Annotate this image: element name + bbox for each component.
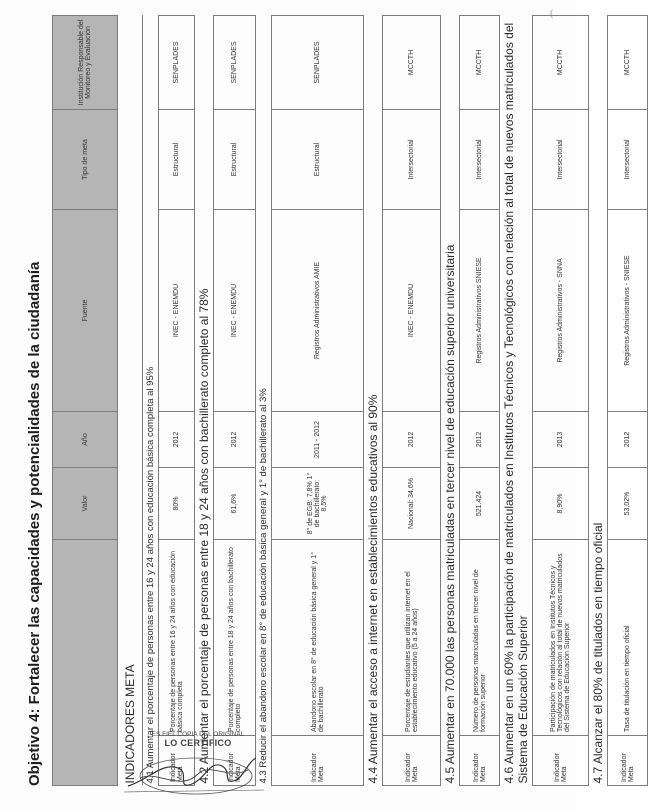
header-valor: Valor (53, 468, 118, 540)
row-institucion: MCCTH (460, 16, 500, 110)
row-anio: 2012 (608, 412, 648, 468)
row-institucion: MCCTH (533, 16, 589, 110)
row-tipo: Intersectorial (460, 110, 500, 210)
section-row (589, 16, 608, 786)
row-tipo: Intersectorial (383, 110, 441, 210)
row-fuente: Registros Administrativos - SNIESE (608, 210, 648, 412)
row-description: Porcentaje de estudiantes que utilizan internet en el establecimiento educativo (5 a 24 años) (383, 540, 441, 736)
row-valor: 61,6% (214, 468, 256, 540)
indicators-table (52, 15, 648, 786)
table-row (383, 16, 441, 786)
row-tipo: Estructural (272, 110, 364, 210)
row-valor: Nacional: 34,6% (383, 468, 441, 540)
table-row (460, 16, 500, 786)
section-row (441, 16, 460, 786)
row-valor: 8,90% (533, 468, 589, 540)
table-row (272, 16, 364, 786)
row-description: Porcentaje de personas entre 16 y 24 años con educación básica completa (159, 540, 195, 736)
table-row (214, 16, 256, 786)
row-anio: 2012 (460, 412, 500, 468)
row-institucion: SENPLADES (214, 16, 256, 110)
row-valor: 53,02% (608, 468, 648, 540)
table-row (159, 16, 195, 786)
row-description: Porcentaje de personas entre 18 y 24 años con bachillerato completo (214, 540, 256, 736)
row-label: Indicador Meta (608, 736, 648, 786)
header-institucion: Institución Responsable del Monitoreo y Evaluación (53, 16, 118, 110)
section-title: 4.4 Aumentar el acceso a internet en establecimientos educativos al 90% (364, 16, 383, 786)
header-empty (53, 540, 118, 786)
stamp-line-2: LO CERTIFICO (164, 738, 232, 748)
section-row (143, 16, 159, 786)
page-edge-mark: ( (550, 8, 553, 18)
section-row (256, 16, 272, 786)
section-title: 4.7 Alcanzar el 80% de titulados en tiempo oficial (589, 16, 608, 786)
table-row (533, 16, 589, 786)
section-title: 4.2 Aumentar el porcentaje de personas entre 18 y 24 años con bachillerato completo al 78% (195, 16, 214, 786)
row-valor: 80% (159, 468, 195, 540)
row-tipo: Estructural (214, 110, 256, 210)
row-anio: 2012 (383, 412, 441, 468)
row-anio: 2011 - 2012 (272, 412, 364, 468)
row-institucion: MCCTH (383, 16, 441, 110)
row-label: Indicador Meta (533, 736, 589, 786)
section-title: 4.3 Reducir el abandono escolar en 8° de educación básica general y 1° de bachillerato al 3% (256, 16, 272, 786)
row-description: Abandono escolar en 8° de educación básica general y 1° de bachillerato (272, 540, 364, 736)
row-tipo: Estructural (159, 110, 195, 210)
table-row (608, 16, 648, 786)
row-fuente: Registros Administrativos SNIESE (460, 210, 500, 412)
row-fuente: INEC - ENEMDU (159, 210, 195, 412)
header-fuente: Fuente (53, 210, 118, 412)
row-anio: 2013 (533, 412, 589, 468)
row-label: Indicador Meta (214, 736, 256, 786)
page-title: Objetivo 4: Fortalecer las capacidades y potencialidades de la ciudadanía (26, 261, 43, 786)
indicadores-meta-label: INDICADORES META (118, 16, 143, 786)
row-institucion: SENPLADES (272, 16, 364, 110)
row-fuente: INEC - ENEMDU (383, 210, 441, 412)
section-row (195, 16, 214, 786)
row-label: Indicador Meta (383, 736, 441, 786)
row-valor: 8° de EGB: 7,8% 1° de bachillerato: 8,5% (272, 468, 364, 540)
handwritten-signature (118, 740, 268, 800)
indicadores-meta-row (118, 16, 143, 786)
row-label: Indicador Meta (460, 736, 500, 786)
row-anio: 2012 (159, 412, 195, 468)
table-header-row (53, 16, 118, 786)
row-tipo: Intersectorial (608, 110, 648, 210)
section-row (364, 16, 383, 786)
section-title: 4.5 Aumentar en 70.000 las personas matriculadas en tercer nivel de educación superior universitaria (441, 16, 460, 786)
header-anio: Año (53, 412, 118, 468)
row-fuente: Registros Administrativos - SNNA (533, 210, 589, 412)
row-anio: 2012 (214, 412, 256, 468)
row-description: Número de personas matriculadas en tercer nivel de formación superior (460, 540, 500, 736)
header-tipo: Tipo de meta (53, 110, 118, 210)
row-fuente: Registros Administrativos AMIE (272, 210, 364, 412)
section-title: 4.6 Aumentar en un 60% la participación de matriculados en Institutos Técnicos y Tecnológicos con relación al total de nuevos matriculados del Sistema de Educación Superior (500, 16, 533, 786)
row-tipo: Intersectorial (533, 110, 589, 210)
section-row (500, 16, 533, 786)
row-label: Indicador Meta (272, 736, 364, 786)
row-fuente: INEC - ENEMDU (214, 210, 256, 412)
stamp-line-1: ES FIEL COPIA DEL ORIGINAL (151, 731, 245, 738)
row-institucion: SENPLADES (159, 16, 195, 110)
row-description: Tasa de titulación en tiempo oficial (608, 540, 648, 736)
row-label: Indicador Meta (159, 736, 195, 786)
section-title: 4.1 Aumentar el porcentaje de personas entre 16 y 24 años con educación básica completa al 95% (143, 16, 159, 786)
row-description: Participación de matriculados en Institutos Técnicos y Tecnológicos con relación al total de nuevos matriculados del Sistema de Educación Superior (533, 540, 589, 736)
rotated-content (18, 16, 635, 786)
row-institucion: MCCTH (608, 16, 648, 110)
row-valor: 521.424 (460, 468, 500, 540)
